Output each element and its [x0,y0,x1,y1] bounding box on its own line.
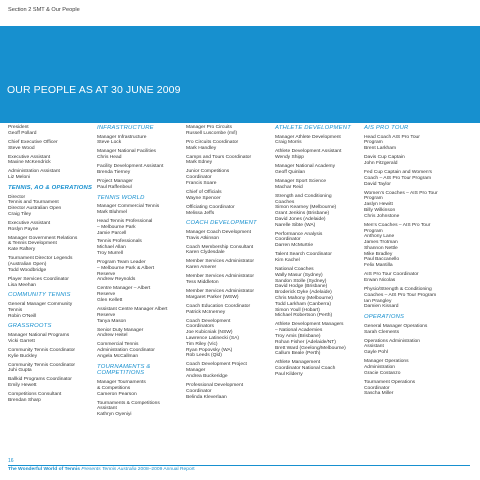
staff-line: Community Tennis Coordinator [8,362,76,368]
page-title [7,84,181,96]
staff-entry [275,135,363,147]
page-title-strong: OUR PEOPLE [7,84,77,96]
staff-line: Talent Search Coordinator [275,252,332,258]
staff-line: National Coaches [275,267,314,273]
staff-line: Tennis and Tournament [8,200,59,206]
staff-entry [275,194,363,229]
staff-line: Grant Jenkins (Brisbane) [275,211,330,217]
staff-line: Jaslyn Hewitt [364,202,393,208]
staff-line: Manager Commercial Tennis [97,204,160,210]
staff-name: Angela McCallman [97,353,139,359]
staff-name: Rob Leeds (Qld) [186,353,222,359]
staff-line: Coordinator [275,237,301,243]
staff-column-1 [8,125,96,407]
staff-line: Women's Coaches – AIS Pro Tour [364,190,438,196]
staff-line: Director [8,194,26,200]
staff-name: Todd Woodbridge [8,267,47,273]
staff-line: Simon Kearney (Melbourne) [275,205,337,211]
staff-line: Anthony Lane [364,234,395,240]
staff-entry [8,195,96,218]
staff-line: Manager Sport Science [275,178,327,184]
staff-line: Athlete Development Managers [275,322,344,328]
staff-line: Lawrence Latinecki (SA) [186,335,240,341]
staff-line: Head Tennis Professional [97,218,153,224]
staff-name: Margaret Parker (WSW) [186,294,239,300]
staff-entry [97,260,185,283]
staff-entry [186,274,274,286]
staff-line: Administration [364,364,395,370]
staff-line: Coach Education Coordinator [186,303,251,309]
staff-name: Patrick McInerney [186,309,226,315]
section-header: Section 2 SMT & Our People [8,7,80,13]
staff-entry [364,155,469,167]
staff-line: Fed Cup Captain and Women's [364,169,432,175]
staff-name: Tanya Mason [97,318,127,324]
staff-line: Tournament Operations [364,379,416,385]
staff-entry [97,239,185,256]
staff-name: Cameron Pearson [97,391,137,397]
staff-line: Michael Allan [97,245,126,251]
staff-line: Executive Assistant [8,220,51,226]
staff-line: Coordinators [186,324,214,330]
department-heading: OPERATIONS [364,314,405,321]
staff-name: Belinda Kleverlaan [186,394,227,400]
staff-name: Chris Head [97,155,122,161]
staff-entry [8,169,96,181]
staff-entry [275,179,363,191]
staff-name: Andrea Buckeridge [186,373,228,379]
staff-name: Andrew Reynolds [97,277,136,283]
staff-entry [8,140,96,152]
staff-name: Brendan Sharp [8,397,41,403]
staff-name: Sascha Miller [364,391,394,397]
staff-name: Glen Kellett [97,298,123,304]
staff-name: Geoff Pollard [8,130,37,136]
staff-line: Coordinator National Coach [275,366,336,372]
staff-name: Paul Raffenbeul [97,184,132,190]
department-heading: TOURNAMENTS & COMPETITIONS [97,363,151,377]
staff-line: Tennis Professionals [97,239,142,245]
staff-line: Chief of Officials [186,189,222,195]
staff-line: Coach Development Project [186,362,247,368]
staff-name: Callum Beale (Perth) [275,351,321,357]
staff-name: Steve Wood [8,145,35,151]
staff-name: Jamie Parcell [97,230,127,236]
staff-line: Head Coach AIS Pro Tour [364,134,420,140]
staff-line: Commercial Tennis [97,342,139,348]
staff-name: Wayne Spencer [186,195,221,201]
staff-entry [186,245,274,257]
staff-name: Karen Amerer [186,265,217,271]
staff-line: David Jones (Adelaide) [275,216,326,222]
staff-column-2 [97,125,185,421]
staff-entry [97,164,185,176]
staff-line: Chris Mahony (Melbourne) [275,296,333,302]
staff-line: Administration Assistant [8,169,60,175]
staff-line: President [8,125,29,130]
staff-entry [275,322,363,357]
staff-entry [8,348,96,360]
staff-line: & Tennis Development [8,241,57,247]
staff-line: Brett Ward (Geelong/Melbourne) [275,345,346,351]
staff-line: James Trotman [364,240,398,246]
staff-entry [275,149,363,161]
staff-line: Member Services Administrator [186,274,254,280]
staff-entry [275,360,363,377]
staff-line: Assistant [97,406,117,412]
staff-entry [186,190,274,202]
staff-name: Francis Soare [186,180,217,186]
staff-line: Manager Operations [364,359,409,365]
staff-line: Manager Athlete Development [275,134,341,140]
staff-entry [364,359,469,376]
staff-line: Coach Membership Consultant [186,244,254,250]
staff-line: Tournaments & Competitions [97,400,160,406]
staff-line: Troy Amis (Brisbane) [275,334,321,339]
staff-entry [364,223,469,269]
staff-entry [8,392,96,404]
staff-entry [186,169,274,186]
department-heading: TENNIS, AO & OPERATIONS [8,184,93,191]
staff-name: Kathryn Oyeniyi [97,412,132,418]
staff-entry [97,380,185,397]
staff-name: Chris Johnstone [364,213,400,219]
staff-name: Gracie Costanzo [364,370,401,376]
staff-name: Brent Larkham [364,146,397,152]
staff-name: John Fitzgerald [364,160,398,166]
staff-line: Billy Wilkinson [364,207,396,213]
staff-line: Coordinator [186,175,212,181]
staff-line: Assistant Centre Manager Albert [97,307,168,313]
staff-line: Athlete Management [275,360,321,366]
staff-line: Senior Duty Manager [97,327,144,333]
staff-name: Sarah Clements [364,329,400,335]
staff-line: Director Australian Open [8,206,62,212]
staff-line: Rohan Fisher (Adelaide/NT) [275,339,336,345]
staff-entry [8,363,96,375]
title-banner [0,26,480,123]
staff-line: Manager Infrastructure [97,134,147,140]
staff-line: Coach – AIS Pro Tour Program [364,175,432,181]
staff-name: David Taylor [364,181,391,187]
staff-line: Player Services Coordinator [8,276,69,282]
staff-line: Tournament Director Legends [8,256,73,262]
staff-entry [97,286,185,303]
staff-line: Tennis [8,307,23,313]
staff-line: Joe Kubicniak (NSW) [186,330,233,336]
staff-entry [8,333,96,345]
department-heading: COMMUNITY TENNIS [8,292,71,299]
footer-divider [8,465,470,466]
staff-entry [186,230,274,242]
staff-entry [186,319,274,360]
staff-line: Shannon Nettle [364,245,398,251]
staff-line: Executive Assistant [8,154,51,160]
staff-line: Todd Larkham (Canberra) [275,301,331,307]
page-number: 16 [8,458,14,464]
staff-entry [97,342,185,359]
staff-line: Manager National Facilities [97,149,156,155]
staff-name: Robin O'Neill [8,313,37,319]
staff-entry [186,259,274,271]
staff-line: Ian Prangley [364,298,392,304]
staff-column-5 [364,125,469,400]
staff-name: Geoff Quinlan [275,169,306,175]
staff-name: Darren McMurtrie [275,243,314,249]
staff-line: Facility Development Assistant [97,164,164,170]
staff-entry [364,191,469,220]
staff-line: Member Services Administrator [186,259,254,265]
staff-entry [8,277,96,289]
staff-line: Junior Competitions [186,169,230,175]
staff-entry [8,125,96,137]
department-heading: AIS PRO TOUR [364,125,409,131]
staff-line: Wally Masur (Sydney) [275,272,323,278]
staff-name: Gayle Pohl [364,350,388,356]
staff-entry [97,219,185,236]
staff-entry [275,267,363,319]
staff-entry [186,289,274,301]
staff-line: Ballkid Programs Coordinator [8,377,72,383]
staff-name: Wendy Shipp [275,155,304,161]
staff-line: Tim Riley (Vic) [186,341,218,347]
page-title-rest: AS AT 30 JUNE 2009 [76,84,181,96]
staff-name: Brenda Tierney [97,169,131,175]
staff-name: Kim Kachel [275,258,300,264]
staff-entry [97,149,185,161]
staff-line: General Manager Operations [364,323,428,329]
staff-line: Program [364,228,383,234]
staff-name: Kate Raftery [8,247,36,253]
staff-line: Pro Circuits Coordinator [186,139,239,145]
staff-line: Manager Pro Circuits [186,125,232,130]
staff-entry [8,221,96,233]
staff-line: Program [364,196,383,202]
staff-entry [8,236,96,253]
staff-entry [364,170,469,187]
staff-line: Camps and Tours Coordinator [186,154,252,160]
staff-line: Program Team Leader [97,260,146,266]
staff-line: Manager [186,368,206,374]
department-heading: GRASSROOTS [8,323,52,330]
staff-entry [186,383,274,400]
staff-entry [364,324,469,336]
department-heading: ATHLETE DEVELOPMENT [275,125,352,131]
staff-line: Coordinator [364,385,390,391]
staff-line: (Australian Open) [8,262,47,268]
staff-name: Kylie Buckley [8,353,38,359]
staff-line: David Hodge (Brisbane) [275,284,328,290]
staff-line: Davis Cup Captain [364,155,405,161]
staff-line: Manager Tournaments [97,379,146,385]
staff-name: Craig Morris [275,140,302,146]
staff-column-4 [275,125,363,381]
staff-name: Andrew Heitel [97,333,128,339]
staff-entry [275,164,363,176]
footer-rest: 2008–2009 Annual Report [136,467,195,472]
staff-name: Mark Handley [186,145,217,151]
staff-entry [364,339,469,356]
staff-line: – Melbourne Park [97,224,136,230]
staff-line: Coach Development [186,318,231,324]
staff-name: Russell Luscombe (m/l) [186,130,238,136]
staff-name: Travis Atkinson [186,235,219,241]
staff-line: General Manager Community [8,302,73,308]
staff-name: Juhi Gupta [8,368,32,374]
staff-line: Operations Administration [364,338,420,344]
staff-line: & Competitions [97,385,131,391]
staff-line: Reserve [97,312,116,318]
staff-line: Sandon Stolle (Sydney) [275,278,327,284]
staff-entry [275,252,363,264]
staff-entry [364,135,469,152]
staff-name: Lisa Meehan [8,282,37,288]
staff-line: Reserve [97,292,116,298]
staff-name: Karen Clydesdale [186,250,225,256]
staff-entry [97,401,185,418]
staff-line: Athlete Development Assistant [275,149,342,155]
staff-entry [97,179,185,191]
department-heading: INFRASTRUCTURE [97,125,154,131]
staff-entry [186,304,274,316]
staff-line: Professional Development [186,382,244,388]
staff-line: Manager National Programs [8,333,70,339]
staff-line: Simon Youll (Hobart) [275,307,320,313]
staff-entry [186,362,274,379]
staff-entry [275,232,363,249]
staff-column-3 [186,125,274,404]
staff-line: Coordinator [186,388,212,394]
staff-line: Ryan Popovsky (WA) [186,347,233,353]
staff-entry [97,135,185,147]
staff-line: AIS Pro Tour Coordinator [364,272,419,278]
staff-line: Coaches – AIS Pro Tour Program [364,292,437,298]
staff-line: Administration Coordinator [97,348,155,354]
staff-name: Craig Tiley [8,211,32,217]
staff-line: Paul Baccanello [364,257,400,263]
staff-name: Liz Meloni [8,175,31,181]
staff-line: Reserve [97,271,116,277]
staff-line: Member Services Administrator [186,289,254,295]
staff-name: Felix Mantilla [364,263,393,269]
staff-line: Competitions Consultant [8,392,62,398]
staff-line: Assistant [364,344,384,350]
staff-entry [186,155,274,167]
staff-name: Narelle Sibte (WA) [275,222,316,228]
staff-line: Officiating Coordinator [186,204,235,210]
staff-line: Coaches [275,199,295,205]
staff-entry [186,205,274,217]
staff-line: Men's Coaches – AIS Pro Tour [364,222,431,228]
staff-name: Maxine McKendrick [8,160,51,166]
staff-name: Melissa Jeffs [186,210,215,216]
staff-line: Strength and Conditioning [275,193,332,199]
staff-line: Chief Executive Officer [8,139,58,145]
staff-name: Steve Lock [97,140,122,146]
staff-line: – National Academies [275,328,323,334]
staff-name: Michael Robertson (Perth) [275,313,333,319]
staff-name: Tess Middleton [186,280,219,286]
staff-entry [97,328,185,340]
staff-entry [97,307,185,324]
staff-line: Community Tennis Coordinator [8,347,76,353]
staff-entry [364,287,469,310]
staff-line: Mike Bradley [364,251,393,257]
staff-entry [97,204,185,216]
staff-name: Damien Kissard [364,304,399,310]
staff-name: Paul Kilderry [275,371,303,377]
staff-entry [364,380,469,397]
staff-entry [364,272,469,284]
staff-name: Mark Bluhmel [97,209,127,215]
staff-entry [8,256,96,273]
staff-line: Performance Analysis [275,231,323,237]
department-heading: COACH DEVELOPMENT [186,220,257,227]
staff-name: Erwan Nicolas [364,278,396,284]
staff-entry [186,125,274,137]
staff-line: Manager Coach Development [186,229,251,235]
staff-name: Roslyn Payne [8,226,39,232]
staff-entry [8,377,96,389]
staff-name: Emily Hewett [8,383,37,389]
staff-entry [8,302,96,319]
footer-bold: The Wonderful World of Tennis [8,467,80,472]
staff-line: Physio/Strength & Conditioning [364,287,432,293]
staff-line: – Melbourne Park & Albert [97,265,155,271]
footer-publication [8,467,195,472]
staff-line: Manager Government Relations [8,235,78,241]
staff-name: Mark Edney [186,160,213,166]
staff-entry [8,155,96,167]
staff-name: Troy Murrell [97,251,123,257]
staff-line: Program [364,140,383,146]
staff-line: Broderick Dyke (Adelaide) [275,290,332,296]
department-heading: TENNIS WORLD [97,194,145,201]
footer-italic: Presents Tennis Australia [80,467,137,472]
staff-name: Machar Reid [275,184,303,190]
staff-line: Centre Manager – Albert [97,286,151,292]
staff-name: Vicki Garrett [8,338,35,344]
staff-entry [186,140,274,152]
staff-line: Project Manager [97,178,133,184]
staff-line: Manager National Academy [275,164,336,170]
